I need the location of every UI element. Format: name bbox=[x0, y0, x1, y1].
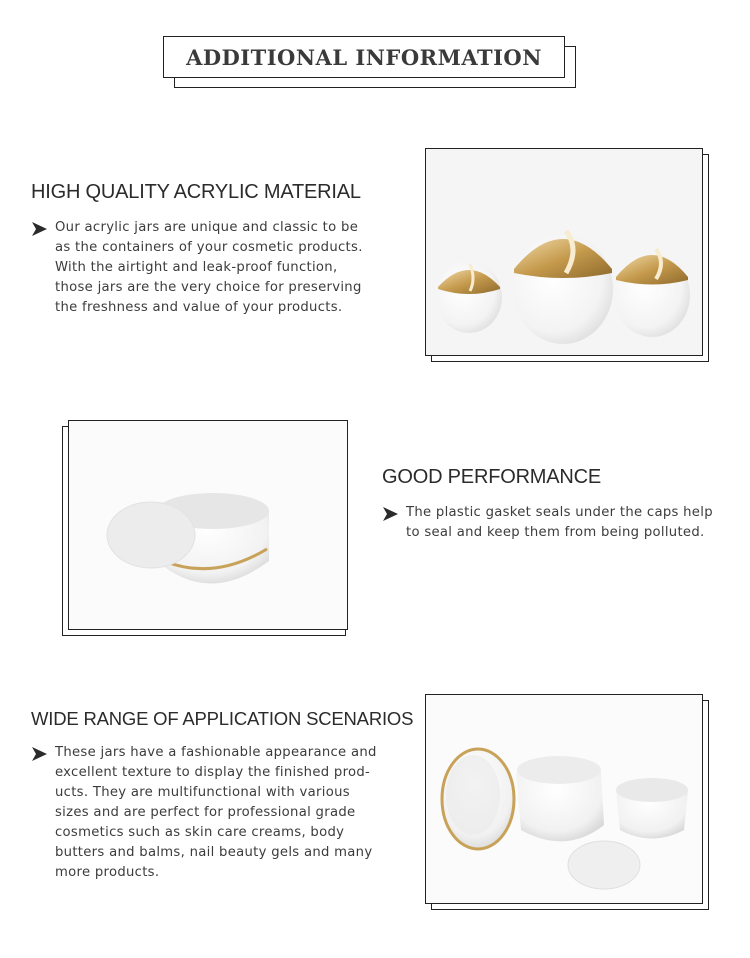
header-box bbox=[163, 36, 565, 78]
arrow-bullet-icon bbox=[32, 222, 47, 236]
body-line: Our acrylic jars are unique and classic to be bbox=[55, 220, 359, 235]
body-line: cosmetics such as skin care creams, body bbox=[55, 825, 345, 840]
jars-illustration bbox=[426, 149, 702, 355]
body-line: These jars have a fashionable appearance and bbox=[55, 745, 377, 760]
section-body-scenarios bbox=[55, 743, 385, 883]
section-title-performance: GOOD PERFORMANCE bbox=[382, 466, 602, 488]
body-line: to seal and keep them from being polluted. bbox=[406, 525, 705, 540]
body-line: those jars are the very choice for preserving bbox=[55, 280, 362, 295]
photo-jar-with-gasket bbox=[68, 420, 348, 630]
body-line: as the containers of your cosmetic products. bbox=[55, 240, 363, 255]
section-title-scenarios: WIDE RANGE OF APPLICATION SCENARIOS bbox=[31, 708, 414, 729]
section-body-performance bbox=[406, 503, 736, 543]
body-line: butters and balms, nail beauty gels and many bbox=[55, 845, 373, 860]
photo-three-jars bbox=[425, 148, 703, 356]
page-title: ADDITIONAL INFORMATION bbox=[186, 44, 542, 70]
body-line: With the airtight and leak-proof function, bbox=[55, 260, 338, 275]
section-title-material: HIGH QUALITY ACRYLIC MATERIAL bbox=[31, 181, 361, 203]
section-body-material bbox=[55, 218, 385, 318]
arrow-bullet-icon bbox=[32, 747, 47, 761]
body-line: more products. bbox=[55, 865, 160, 880]
body-line: excellent texture to display the finished prod- bbox=[55, 765, 371, 780]
photo-jar-parts bbox=[425, 694, 703, 904]
body-line: the freshness and value of your products. bbox=[55, 300, 343, 315]
arrow-bullet-icon bbox=[383, 507, 398, 521]
body-line: The plastic gasket seals under the caps help bbox=[406, 505, 713, 520]
gasket-illustration bbox=[69, 421, 347, 629]
body-line: ucts. They are multifunctional with various bbox=[55, 785, 350, 800]
jar-parts-illustration bbox=[426, 695, 702, 903]
body-line: sizes and are perfect for professional grade bbox=[55, 805, 356, 820]
